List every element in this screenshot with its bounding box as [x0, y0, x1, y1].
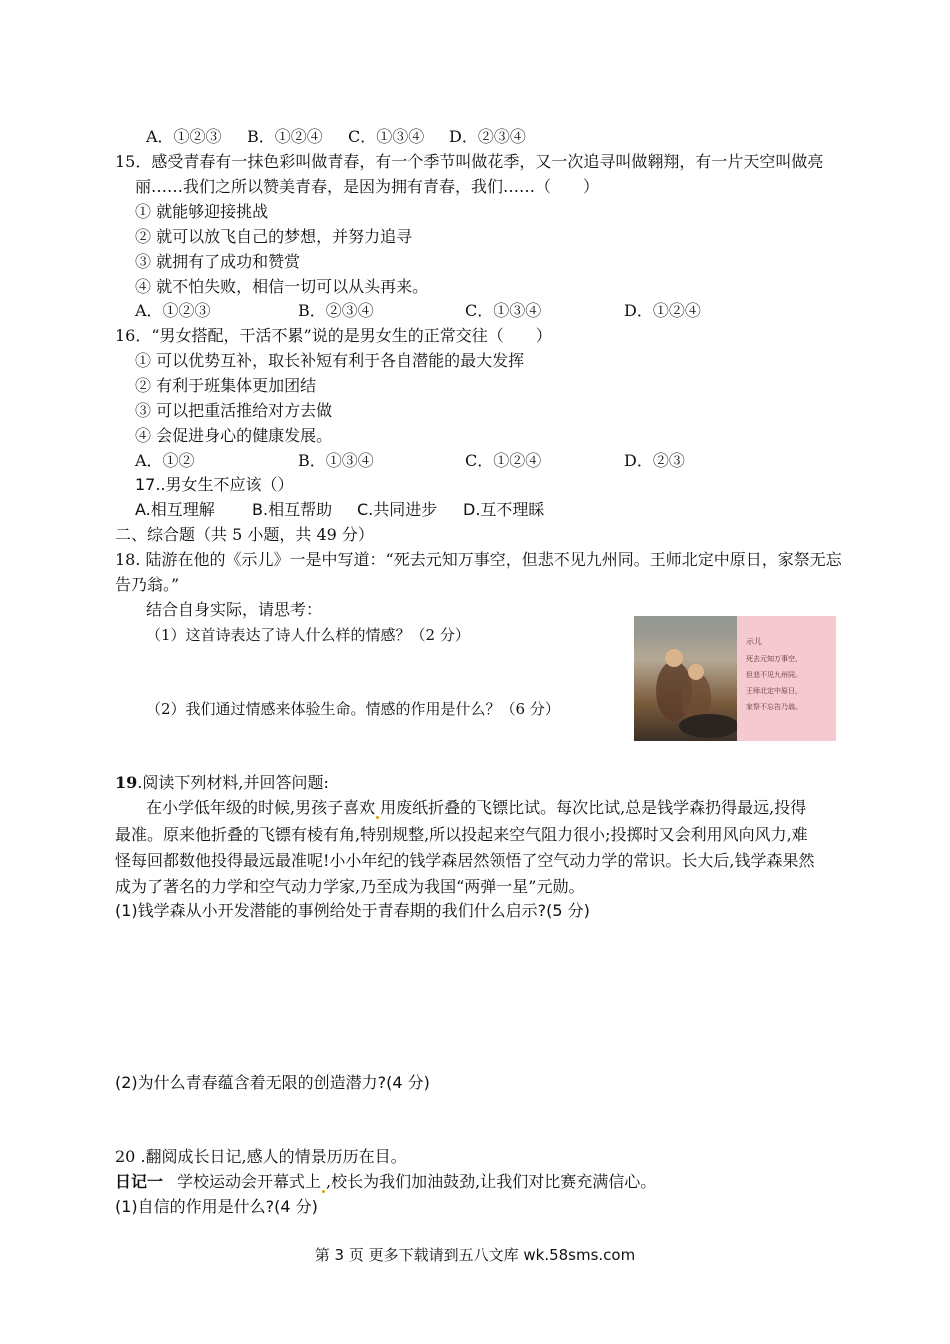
q18-sub-question-1: （1）这首诗表达了诗人什么样的情感？（2 分） — [146, 626, 470, 644]
q15-option-d: D．①②④ — [624, 301, 701, 320]
painting-image — [634, 616, 737, 741]
q19-para-line1 — [146, 797, 806, 819]
q18-prompt: 结合自身实际，请思考： — [146, 600, 323, 619]
diary-text-a: 学校运动会开幕式上 — [177, 1172, 322, 1191]
q16-option-d: D．②③ — [624, 451, 685, 470]
q18-stem-line1: 18. 陆游在他的《示儿》一是中写道：“死去元知万事空，但悲不见九州同。王师北定中原日，家祭无忘 — [115, 550, 842, 569]
q20-stem: 20 .翻阅成长日记,感人的情景历历在目。 — [115, 1147, 407, 1166]
q16-item-4: ④ 会促进身心的健康发展。 — [135, 426, 333, 445]
q15-option-c: C．①③④ — [465, 301, 542, 320]
q16-item-1: ① 可以优势互补，取长补短有利于各自潜能的最大发挥 — [135, 351, 525, 370]
q19-number: 19 — [115, 773, 138, 792]
q16-stem: 16．“男女搭配，干活不累”说的是男女生的正常交往（ ） — [115, 326, 552, 345]
q17-option-a: A.相互理解 — [135, 500, 215, 519]
mark-dot — [322, 1190, 325, 1193]
poem-line-1: 死去元知万事空， — [746, 655, 802, 663]
q16-option-b: B．①③④ — [298, 451, 374, 470]
q14-option-d: D．②③④ — [449, 127, 526, 146]
q17-option-b: B.相互帮助 — [252, 500, 333, 519]
q15-item-2: ② 就可以放飞自己的梦想，并努力追寻 — [135, 227, 413, 246]
mark-dot — [376, 816, 379, 819]
q17-option-c: C.共同进步 — [357, 500, 438, 519]
q16-item-3: ③ 可以把重活推给对方去做 — [135, 401, 333, 420]
q19-sub-question-1: (1)钱学森从小开发潜能的事例给处于青春期的我们什么启示?(5 分) — [115, 901, 590, 920]
q15-item-4: ④ 就不怕失败，相信一切可以从头再来。 — [135, 277, 429, 296]
diary-label: 日记一 — [115, 1172, 164, 1191]
q16-item-2: ② 有利于班集体更加团结 — [135, 376, 317, 395]
q15-option-b: B．②③④ — [298, 301, 374, 320]
poem-line-4: 家祭不忘告乃翁。 — [746, 703, 802, 711]
q19-sub-question-2: (2)为什么青春蕴含着无限的创造潜力?(4 分) — [115, 1073, 430, 1092]
q19-para-line2: 最准。原来他折叠的飞镖有棱有角,特别规整,所以投起来空气阻力很小;投掷时又会利用风向风力,难 — [115, 825, 808, 844]
q17-option-d: D.互不理睬 — [463, 500, 545, 519]
q20-sub-question-1: (1)自信的作用是什么?(4 分) — [115, 1197, 318, 1216]
q19-para-line4: 成为了著名的力学和空气动力学家,乃至成为我国“两弹一星”元勋。 — [115, 877, 585, 896]
q14-option-a: A．①②③ — [146, 127, 222, 146]
q15-stem-line2: 丽……我们之所以赞美青春，是因为拥有青春，我们……（ ） — [135, 177, 600, 196]
q20-diary-line — [115, 1171, 656, 1193]
page-footer: 第 3 页 更多下载请到五八文库 wk.58sms.com — [314, 1246, 636, 1264]
poem-line-3: 王师北定中原日， — [746, 687, 802, 695]
q19-para-text-b: 用废纸折叠的飞镖比试。每次比试,总是钱学森扔得最远,投得 — [380, 798, 807, 817]
q14-option-b: B．①②④ — [247, 127, 323, 146]
q14-option-c: C．①③④ — [348, 127, 425, 146]
q19-stem — [115, 772, 329, 794]
q19-para-line3: 怪每回都数他投得最远最准呢!小小年纪的钱学森居然领悟了空气动力学的常识。长大后,钱学森果然 — [115, 851, 815, 870]
q18-sub-question-2: （2）我们通过情感来体验生命。情感的作用是什么？（6 分） — [146, 700, 560, 718]
q17-stem: 17..男女生不应该（） — [135, 475, 294, 494]
q15-stem-line1: 15．感受青春有一抹色彩叫做青春，有一个季节叫做花季，又一次追寻叫做翱翔，有一片天空叫做亮 — [115, 152, 824, 171]
diary-text-b: ,校长为我们加油鼓劲,让我们对比赛充满信心。 — [326, 1172, 657, 1191]
poem-title: 示儿 — [746, 637, 762, 646]
poem-line-2: 但悲不见九州同。 — [746, 671, 802, 679]
q15-option-a: A．①②③ — [135, 301, 211, 320]
q18-stem-line2: 告乃翁。” — [115, 575, 180, 594]
poem-illustration — [634, 616, 836, 741]
q19-stem-text: .阅读下列材料,并回答问题: — [137, 773, 329, 792]
q15-item-3: ③ 就拥有了成功和赞赏 — [135, 252, 301, 271]
q16-option-a: A．①② — [135, 451, 195, 470]
q15-item-1: ① 就能够迎接挑战 — [135, 202, 269, 221]
section-heading: 二、综合题（共 5 小题，共 49 分） — [115, 525, 374, 544]
q19-para-text-a: 在小学低年级的时候,男孩子喜欢 — [146, 798, 376, 817]
q16-option-c: C．①②④ — [465, 451, 542, 470]
